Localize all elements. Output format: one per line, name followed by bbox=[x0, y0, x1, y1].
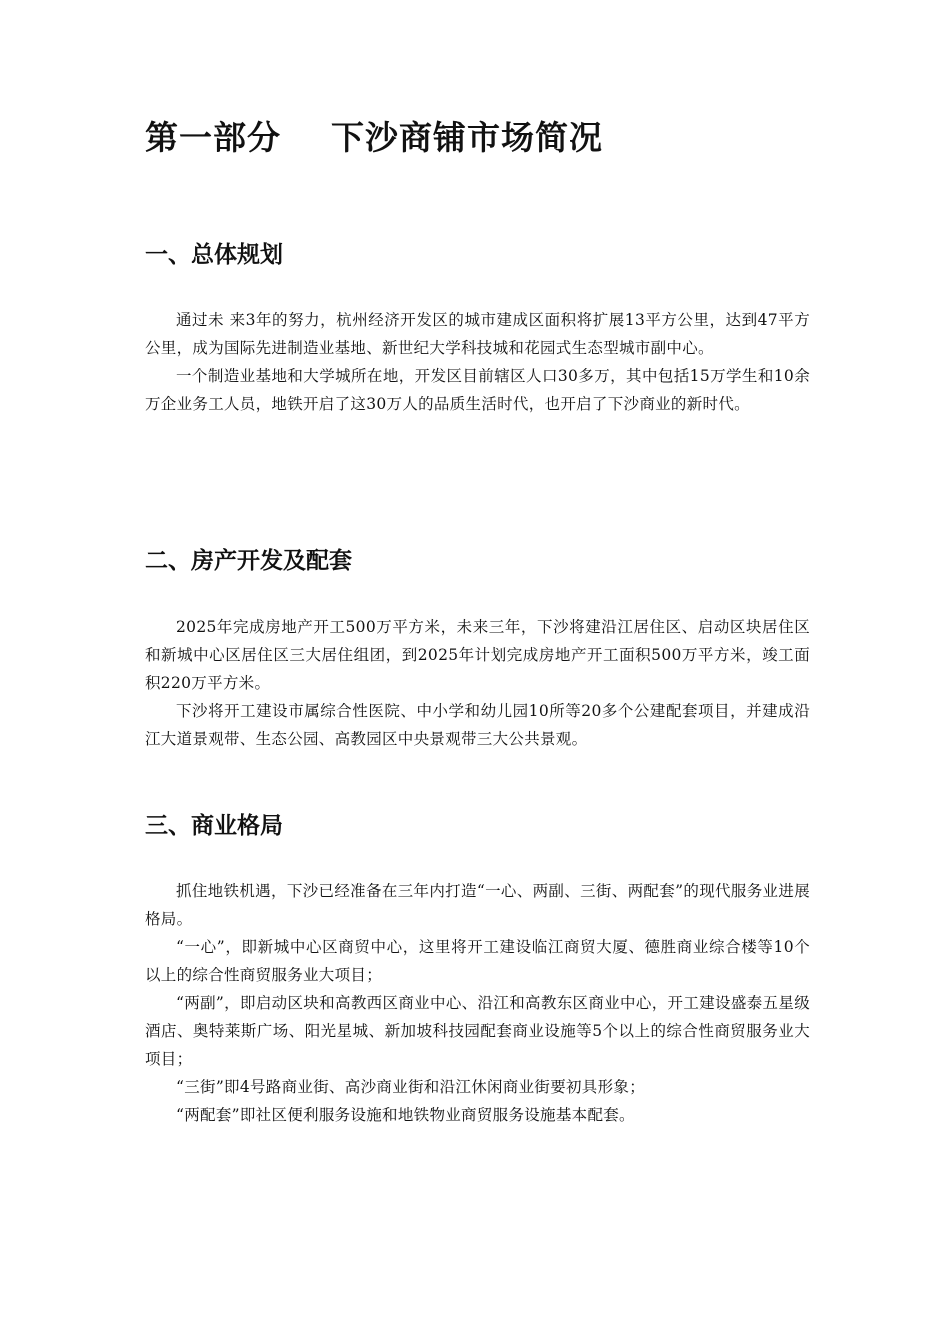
paragraph: 通过未 来3年的努力，杭州经济开发区的城市建成区面积将扩展13平方公里，达到47平方公里，成为国际先进制造业基地、新世纪大学科技城和花园式生态型城市副中心。 bbox=[145, 311, 810, 357]
paragraph: “一心”，即新城中心区商贸中心，这里将开工建设临江商贸大厦、德胜商业综合楼等10个以上的综合性商贸服务业大项目； bbox=[145, 938, 810, 984]
paragraph: “两配套”即社区便利服务设施和地铁物业商贸服务设施基本配套。 bbox=[176, 1106, 635, 1124]
paragraph: 2025年完成房地产开工500万平方米，未来三年，下沙将建沿江居住区、启动区块居住区和新城中心区居住区三大居住组团，到2025年计划完成房地产开工面积500万平方米，竣工面积220万平方米。 bbox=[145, 618, 810, 692]
page-title: 第一部分 下沙商铺市场简况 bbox=[145, 118, 603, 157]
paragraph: 抓住地铁机遇，下沙已经准备在三年内打造“一心、两副、三街、两配套”的现代服务业进展格局。 bbox=[145, 882, 810, 928]
section-heading-overall-planning: 一、总体规划 bbox=[145, 242, 283, 268]
paragraph: “两副”，即启动区块和高教西区商业中心、沿江和高教东区商业中心，开工建设盛泰五星级酒店、奥特莱斯广场、阳光星城、新加坡科技园配套商业设施等5个以上的综合性商贸服务业大项目； bbox=[145, 994, 810, 1068]
paragraph: 一个制造业基地和大学城所在地，开发区目前辖区人口30多万，其中包括15万学生和10余万企业务工人员，地铁开启了这30万人的品质生活时代，也开启了下沙商业的新时代。 bbox=[145, 367, 810, 413]
section-body-overall-planning bbox=[145, 306, 810, 418]
paragraph: 下沙将开工建设市属综合性医院、中小学和幼儿园10所等20多个公建配套项目，并建成沿江大道景观带、生态公园、高教园区中央景观带三大公共景观。 bbox=[145, 702, 810, 748]
paragraph: “三街”即4号路商业街、高沙商业街和沿江休闲商业街要初具形象； bbox=[176, 1078, 646, 1096]
section-heading-commercial-layout: 三、商业格局 bbox=[145, 813, 283, 839]
section-heading-real-estate: 二、房产开发及配套 bbox=[145, 548, 352, 574]
section-body-real-estate bbox=[145, 613, 810, 753]
section-body-commercial-layout bbox=[145, 877, 810, 1129]
